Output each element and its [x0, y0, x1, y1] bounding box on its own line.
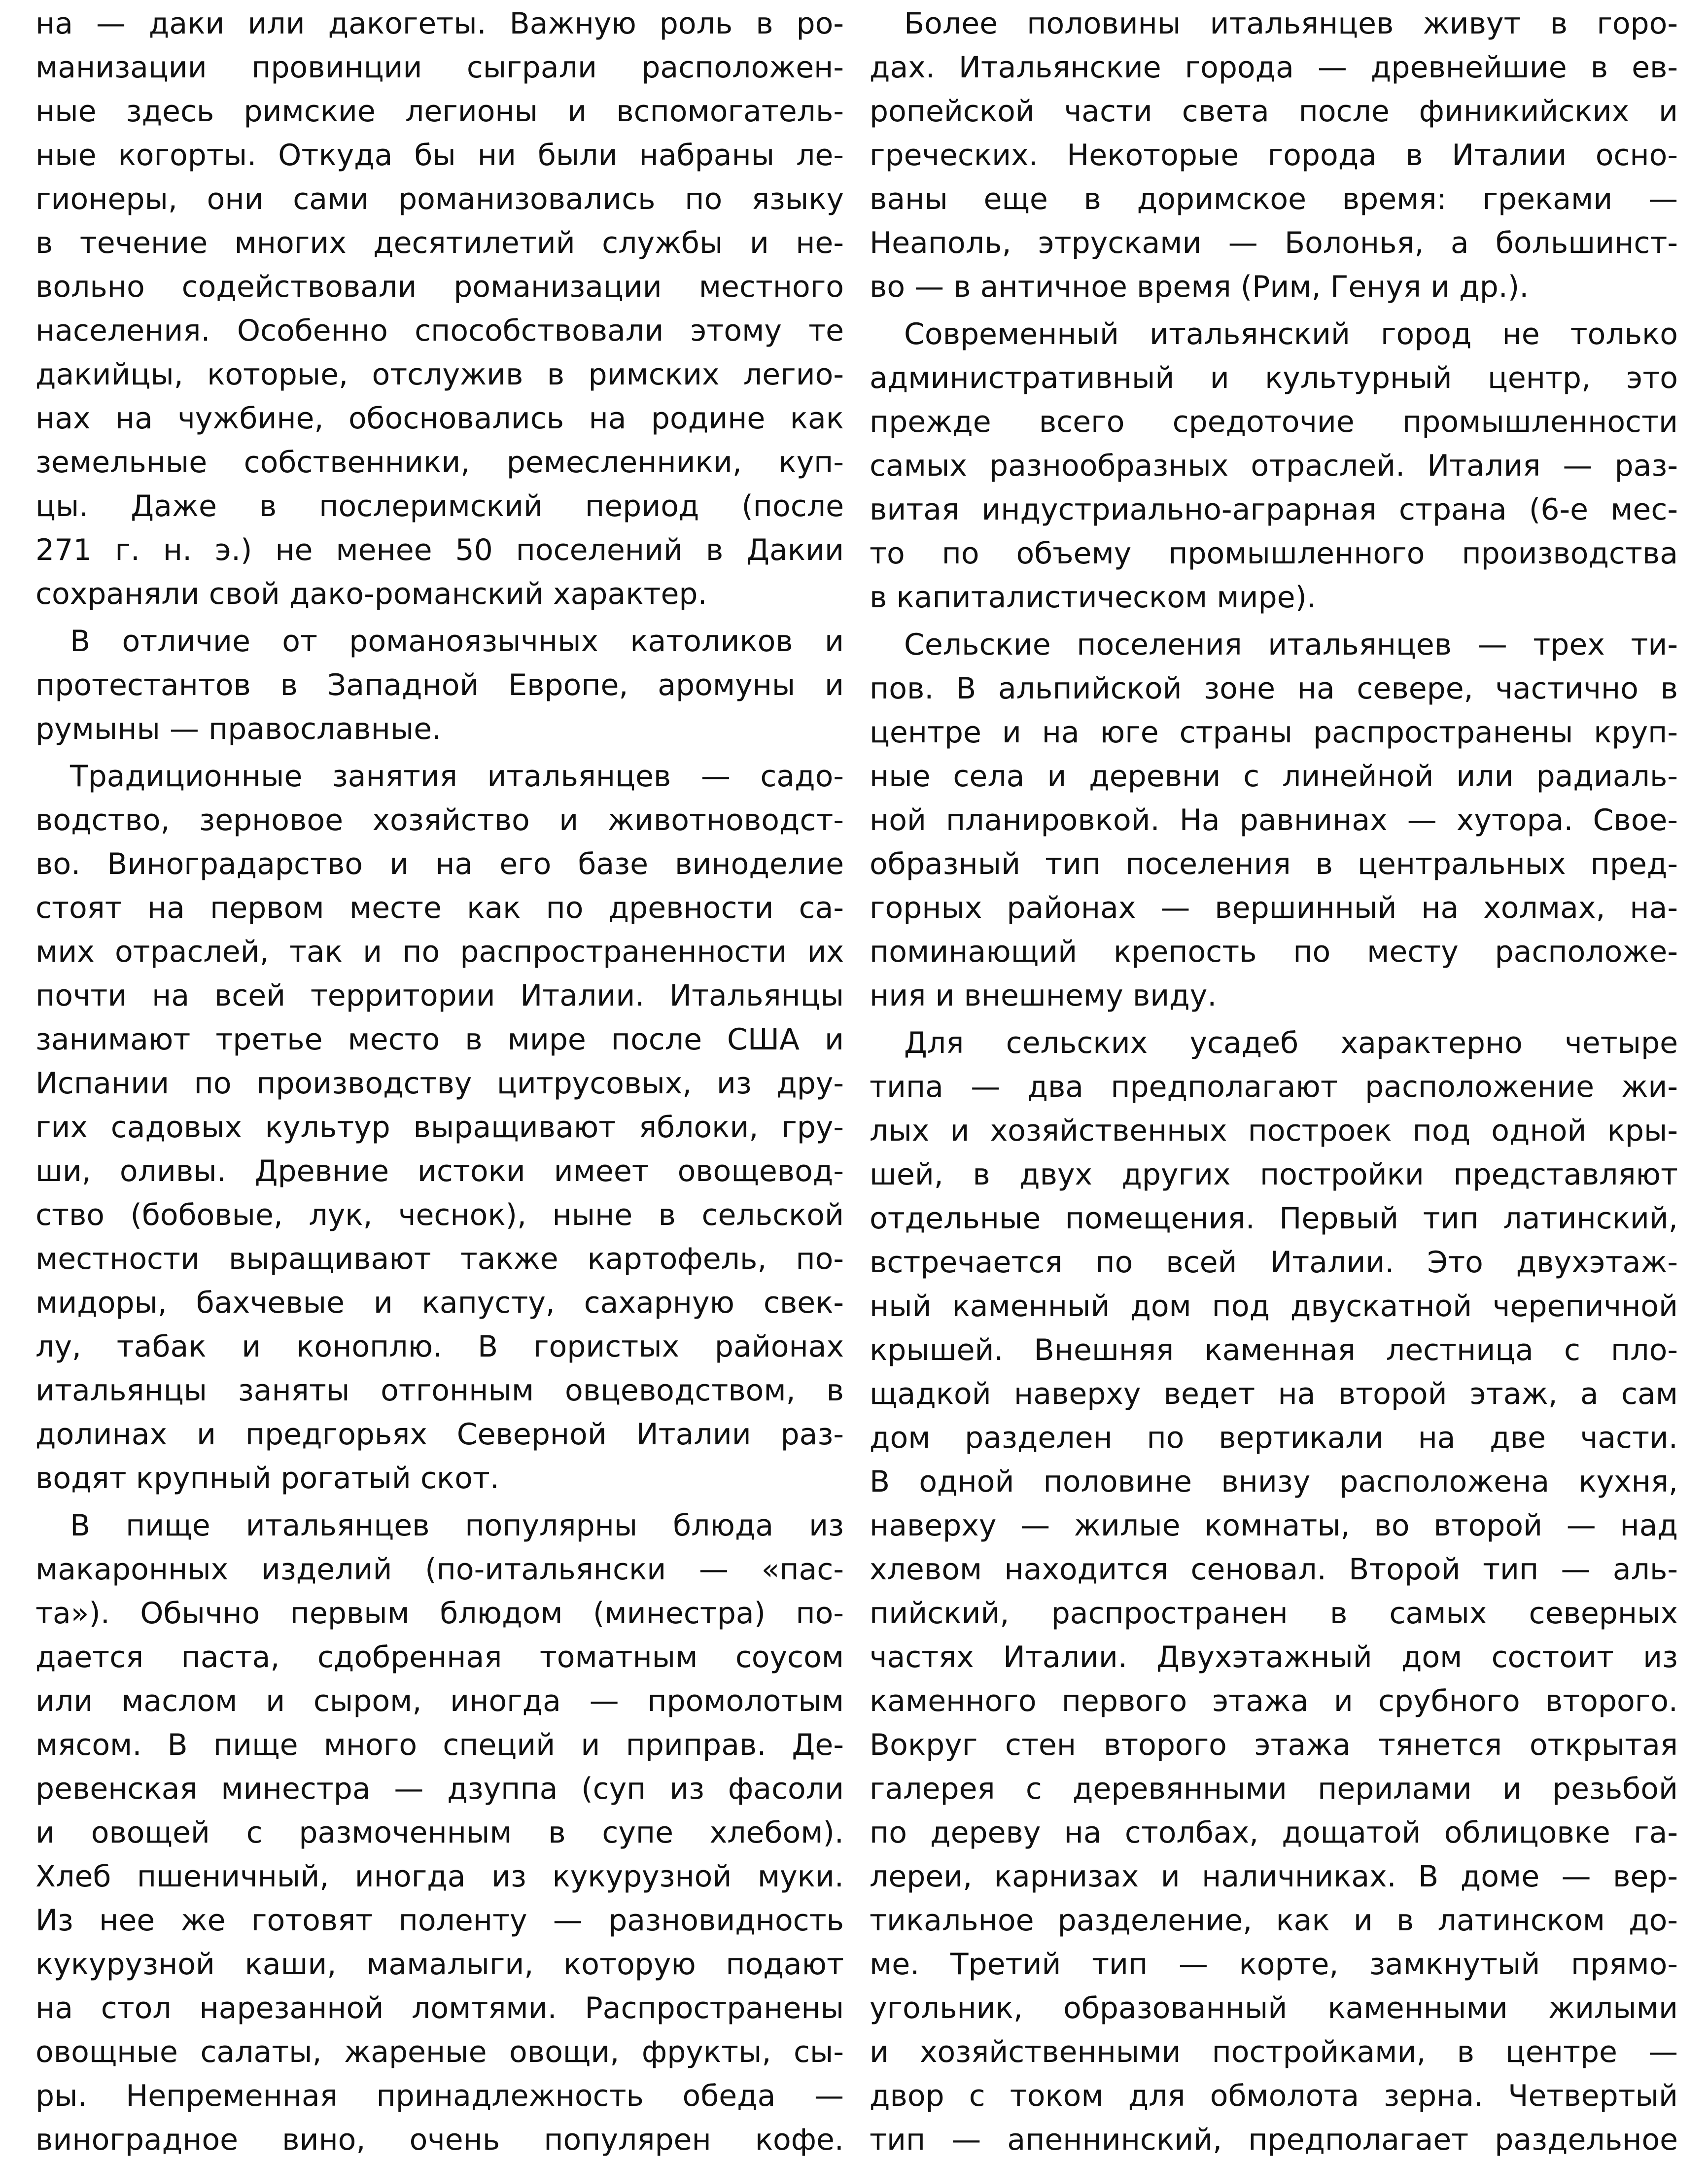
text-line: протестантов в Западной Европе, аромуны и	[35, 668, 844, 702]
text-line: в течение многих десятилетий службы и не-	[35, 226, 844, 260]
text-line: частях Италии. Двухэтажный дом состоит из	[870, 1640, 1678, 1674]
text-line: типа — два предполагают расположение жи-	[870, 1070, 1678, 1104]
text-line: центре и на юге страны распространены круп-	[870, 715, 1678, 750]
text-line: водят крупный рогатый скот.	[35, 1461, 499, 1496]
text-line: гионеры, они сами романизовались по языку	[35, 182, 844, 216]
text-line: дакийцы, которые, отслужив в римских легио-	[35, 357, 844, 392]
text-line: образный тип поселения в центральных пред-	[870, 847, 1678, 881]
paragraph	[35, 2, 844, 616]
text-line: виноградное вино, очень популярен кофе.	[35, 2123, 844, 2157]
text-line: отдельные помещения. Первый тип латинский,	[870, 1201, 1678, 1236]
text-line: мих отраслей, так и по распространенности их	[35, 935, 844, 969]
paragraph-gap	[35, 1500, 844, 1504]
text-line: Испании по производству цитрусовых, из дру-	[35, 1066, 844, 1101]
text-line: Традиционные занятия итальянцев — садо-	[70, 759, 844, 794]
text-line: Для сельских усадеб характерно четыре	[904, 1026, 1678, 1060]
text-line: стоят на первом месте как по древности са-	[35, 891, 844, 925]
text-line: итальянцы заняты отгонным овцеводством, в	[35, 1373, 844, 1408]
text-line: во. Виноградарство и на его базе виноделие	[35, 847, 844, 881]
text-line: ваны еще в доримское время: греками —	[870, 182, 1678, 216]
paragraph	[35, 755, 844, 1500]
text-line: манизации провинции сыграли расположен-	[35, 50, 844, 85]
text-line: ры. Непременная принадлежность обеда —	[35, 2079, 844, 2113]
text-line: Хлеб пшеничный, иногда из кукурузной муки.	[35, 1859, 844, 1894]
text-line: ной планировкой. На равнинах — хутора. Свое-	[870, 803, 1678, 837]
text-line: в капиталистическом мире).	[870, 580, 1317, 615]
text-line: ропейской части света после финикийских и	[870, 94, 1678, 129]
text-line: ные когорты. Откуда бы ни были набраны ле-	[35, 138, 844, 173]
text-line: та»). Обычно первым блюдом (минестра) по-	[35, 1596, 844, 1631]
text-line: наверху — жилые комнаты, во второй — над	[870, 1508, 1678, 1543]
text-line: местности выращивают также картофель, по-	[35, 1242, 844, 1276]
paragraph-gap	[870, 309, 1678, 313]
text-line: сохраняли свой дако-романский характер.	[35, 577, 707, 611]
paragraph-gap	[870, 620, 1678, 623]
text-line: по дереву на столбах, дощатой облицовке га-	[870, 1815, 1678, 1850]
text-line: водство, зерновое хозяйство и животноводст-	[35, 803, 844, 837]
text-line: горных районах — вершинный на холмах, на-	[870, 891, 1678, 925]
text-line: встречается по всей Италии. Это двухэтаж-	[870, 1245, 1678, 1280]
text-line: ные села и деревни с линейной или радиаль-	[870, 759, 1678, 794]
text-line: Сельские поселения итальянцев — трех ти-	[904, 628, 1678, 662]
text-line: ши, оливы. Древние истоки имеет овощевод-	[35, 1154, 844, 1188]
text-line: пов. В альпийской зоне на севере, частично в	[870, 671, 1678, 706]
text-line: двор с током для обмолота зерна. Четвертый	[870, 2079, 1678, 2113]
text-line: во — в античное время (Рим, Генуя и др.).	[870, 270, 1529, 304]
text-line: ные здесь римские легионы и вспомогатель-	[35, 94, 844, 129]
text-line: В одной половине внизу расположена кухня,	[870, 1465, 1678, 1499]
paragraph	[870, 1021, 1678, 2162]
text-line: ревенская минестра — дзуппа (суп из фасоли	[35, 1772, 844, 1806]
text-line: каменного первого этажа и срубного второго.	[870, 1684, 1678, 1718]
text-line: то по объему промышленного производства	[870, 536, 1678, 571]
text-line: гих садовых культур выращивают яблоки, гру-	[35, 1110, 844, 1145]
text-line: Из нее же готовят поленту — разновидность	[35, 1903, 844, 1938]
paragraph	[870, 623, 1678, 1018]
text-line: кукурузной каши, мамалыги, которую подают	[35, 1947, 844, 1982]
text-line: пийский, распространен в самых северных	[870, 1596, 1678, 1631]
text-line: угольник, образованный каменными жилыми	[870, 1991, 1678, 2025]
text-line: ме. Третий тип — корте, замкнутый прямо-	[870, 1947, 1678, 1982]
text-line: тип — апеннинский, предполагает раздельное	[870, 2123, 1678, 2157]
text-line: хлевом находится сеновал. Второй тип — аль-	[870, 1552, 1678, 1587]
text-line: ния и внешнему виду.	[870, 978, 1217, 1013]
text-line: дом разделен по вертикали на две части.	[870, 1421, 1678, 1455]
text-line: Вокруг стен второго этажа тянется открытая	[870, 1728, 1678, 1762]
text-line: щадкой наверху ведет на второй этаж, а сам	[870, 1377, 1678, 1411]
text-line: или маслом и сыром, иногда — промолотым	[35, 1684, 844, 1718]
text-line: населения. Особенно способствовали этому те	[35, 314, 844, 348]
text-line: В отличие от романоязычных католиков и	[70, 624, 844, 659]
text-line: цы. Даже в послеримский период (после	[35, 489, 844, 523]
text-line: почти на всей территории Италии. Итальянцы	[35, 978, 844, 1013]
text-line: В пище итальянцев популярны блюда из	[70, 1508, 844, 1543]
text-line: долинах и предгорьях Северной Италии раз-	[35, 1417, 844, 1452]
text-line: земельные собственники, ремесленники, куп-	[35, 445, 844, 480]
text-line: 271 г. н. э.) не менее 50 поселений в Дакии	[35, 533, 844, 567]
text-line: прежде всего средоточие промышленности	[870, 405, 1678, 439]
text-line: административный и культурный центр, это	[870, 361, 1678, 395]
text-line: вольно содействовали романизации местного	[35, 270, 844, 304]
text-line: на стол нарезанной ломтями. Распространены	[35, 1991, 844, 2025]
text-line: и хозяйственными постройками, в центре —	[870, 2035, 1678, 2069]
text-line: дах. Итальянские города — древнейшие в ев-	[870, 50, 1678, 85]
text-line: и овощей с размоченным в супе хлебом).	[35, 1815, 844, 1850]
text-line: занимают третье место в мире после США и	[35, 1022, 844, 1057]
text-line: Неаполь, этрусками — Болонья, а большинст-	[870, 226, 1678, 260]
text-line: самых разнообразных отраслей. Италия — раз-	[870, 449, 1678, 483]
paragraph	[35, 620, 844, 751]
text-line: Более половины итальянцев живут в горо-	[904, 6, 1678, 41]
text-line: шей, в двух других постройки представляют	[870, 1157, 1678, 1192]
text-line: витая индустриально-аграрная страна (6-е мес-	[870, 492, 1678, 527]
text-line: мидоры, бахчевые и капусту, сахарную свек-	[35, 1286, 844, 1320]
text-line: дается паста, сдобренная томатным соусом	[35, 1640, 844, 1674]
text-line: поминающий крепость по месту расположе-	[870, 935, 1678, 969]
text-line: лу, табак и коноплю. В гористых районах	[35, 1329, 844, 1364]
left-column	[35, 2, 844, 2162]
text-line: макаронных изделий (по-итальянски — «пас-	[35, 1552, 844, 1587]
text-line: овощные салаты, жареные овощи, фрукты, сы-	[35, 2035, 844, 2069]
paragraph-gap	[870, 1018, 1678, 1021]
right-column	[870, 2, 1678, 2162]
text-line: лых и хозяйственных построек под одной кры-	[870, 1114, 1678, 1148]
text-line: лереи, карнизах и наличниках. В доме — вер-	[870, 1859, 1678, 1894]
text-line: нах на чужбине, обосновались на родине как	[35, 401, 844, 436]
paragraph	[35, 1504, 844, 2162]
text-line: ный каменный дом под двускатной черепичной	[870, 1289, 1678, 1324]
paragraph	[870, 313, 1678, 620]
paragraph	[870, 2, 1678, 309]
text-line: Современный итальянский город не только	[904, 317, 1678, 351]
text-line: румыны — православные.	[35, 712, 442, 746]
text-line: тикальное разделение, как и в латинском до-	[870, 1903, 1678, 1938]
text-line: греческих. Некоторые города в Италии осно-	[870, 138, 1678, 173]
text-line: ство (бобовые, лук, чеснок), ныне в сельской	[35, 1198, 844, 1232]
text-line: галерея с деревянными перилами и резьбой	[870, 1772, 1678, 1806]
text-line: на — даки или дакогеты. Важную роль в ро-	[35, 6, 844, 41]
text-line: крышей. Внешняя каменная лестница с пло-	[870, 1333, 1678, 1367]
text-line: мясом. В пище много специй и приправ. Де-	[35, 1728, 844, 1762]
paragraph-gap	[35, 616, 844, 620]
paragraph-gap	[35, 751, 844, 755]
